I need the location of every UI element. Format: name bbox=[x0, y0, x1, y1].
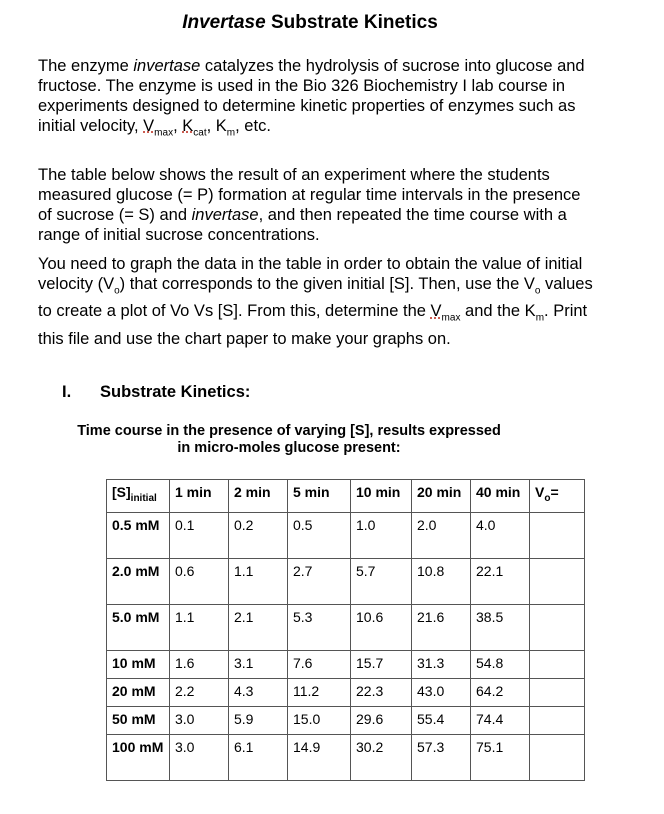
section-number: I. bbox=[62, 383, 72, 401]
row-substrate: 50 mM bbox=[107, 706, 170, 734]
cell-5min: 14.9 bbox=[288, 734, 351, 780]
cell-20min: 31.3 bbox=[412, 650, 471, 678]
table-caption bbox=[64, 423, 514, 457]
caption-line-2: in micro-moles glucose present: bbox=[177, 440, 401, 456]
intro-text-6: , etc. bbox=[235, 117, 271, 135]
cell-2min: 1.1 bbox=[229, 558, 288, 604]
row-substrate: 10 mM bbox=[107, 650, 170, 678]
cell-2min: 5.9 bbox=[229, 706, 288, 734]
cell-5min: 11.2 bbox=[288, 678, 351, 706]
intro-text-5: , K bbox=[206, 117, 227, 135]
intro-enzyme-name: invertase bbox=[133, 57, 201, 75]
para2-text-3: , and then repeated the time course with a range of initial sucrose concentrations. bbox=[38, 206, 567, 244]
cell-1min: 3.0 bbox=[170, 706, 229, 734]
kinetics-table bbox=[106, 479, 585, 781]
cell-5min: 0.5 bbox=[288, 512, 351, 558]
cell-20min: 43.0 bbox=[412, 678, 471, 706]
header-vo: $V_o=$ bbox=[530, 480, 585, 513]
cell-vo-blank[interactable] bbox=[530, 604, 585, 650]
cell-vo-blank[interactable] bbox=[530, 734, 585, 780]
header-10min: 10 min bbox=[351, 480, 412, 513]
cell-2min: 4.3 bbox=[229, 678, 288, 706]
intro-text-1: The enzyme bbox=[38, 57, 134, 75]
table-row bbox=[107, 512, 585, 558]
cell-20min: 57.3 bbox=[412, 734, 471, 780]
section-title: Substrate Kinetics: bbox=[100, 383, 251, 401]
para3-vmax: $V_{max}$ bbox=[430, 302, 461, 324]
cell-5min: 2.7 bbox=[288, 558, 351, 604]
para3-vo-sub-1: o bbox=[114, 285, 120, 297]
table-row bbox=[107, 678, 585, 706]
intro-kcat: $K_{cat}$ bbox=[182, 117, 207, 139]
cell-vo-blank[interactable] bbox=[530, 512, 585, 558]
cell-vo-blank[interactable] bbox=[530, 706, 585, 734]
row-substrate: 5.0 mM bbox=[107, 604, 170, 650]
header-40min: 40 min bbox=[471, 480, 530, 513]
cell-10min: 10.6 bbox=[351, 604, 412, 650]
cell-10min: 15.7 bbox=[351, 650, 412, 678]
cell-vo-blank[interactable] bbox=[530, 678, 585, 706]
cell-40min: 64.2 bbox=[471, 678, 530, 706]
para2-text-1: The table below shows the result of an experiment where the students measured glucose (= P) formation at regular time intervals in the presence of sucrose (= S) and bbox=[38, 166, 581, 224]
para3-vo-sub-2: o bbox=[534, 285, 541, 297]
cell-1min: 1.1 bbox=[170, 604, 229, 650]
table-description-paragraph bbox=[38, 165, 598, 245]
row-substrate: 20 mM bbox=[107, 678, 170, 706]
cell-2min: 6.1 bbox=[229, 734, 288, 780]
cell-40min: 54.8 bbox=[471, 650, 530, 678]
title-italic: Invertase bbox=[182, 12, 266, 33]
cell-vo-blank[interactable] bbox=[530, 650, 585, 678]
caption-line-1: Time course in the presence of varying [S], results expressed bbox=[77, 423, 501, 439]
cell-10min: 29.6 bbox=[351, 706, 412, 734]
cell-2min: 2.1 bbox=[229, 604, 288, 650]
table-header-row bbox=[107, 480, 585, 513]
cell-1min: 0.6 bbox=[170, 558, 229, 604]
cell-20min: 10.8 bbox=[412, 558, 471, 604]
para3-text-1: You need to graph the data in the table in order to obtain the value of initial velocity (V bbox=[38, 255, 583, 293]
intro-text-3: catalyzes the hydrolysis of sucrose into glucose and fructose. The enzyme is used in the Bio 326 Biochemistry I lab course in experiments designed to determine kinetic properties of enzymes such as initial velocity, bbox=[38, 57, 585, 135]
cell-10min: 1.0 bbox=[351, 512, 412, 558]
cell-5min: 7.6 bbox=[288, 650, 351, 678]
cell-40min: 22.1 bbox=[471, 558, 530, 604]
cell-1min: 1.6 bbox=[170, 650, 229, 678]
para3-text-2: ) that corresponds to the given initial [S]. Then, use the V bbox=[119, 275, 535, 293]
cell-vo-blank[interactable] bbox=[530, 558, 585, 604]
cell-20min: 21.6 bbox=[412, 604, 471, 650]
cell-40min: 38.5 bbox=[471, 604, 530, 650]
table-row bbox=[107, 604, 585, 650]
cell-1min: 0.1 bbox=[170, 512, 229, 558]
header-substrate: $[S]_{initial}$ bbox=[107, 480, 170, 513]
header-20min: 20 min bbox=[412, 480, 471, 513]
table-row bbox=[107, 650, 585, 678]
table-row bbox=[107, 706, 585, 734]
para3-text-4: and the K bbox=[460, 302, 536, 321]
cell-10min: 5.7 bbox=[351, 558, 412, 604]
row-substrate: 0.5 mM bbox=[107, 512, 170, 558]
para2-enzyme-name: invertase bbox=[191, 206, 259, 224]
cell-5min: 15.0 bbox=[288, 706, 351, 734]
cell-2min: 3.1 bbox=[229, 650, 288, 678]
cell-5min: 5.3 bbox=[288, 604, 351, 650]
para3-km-sub: m bbox=[535, 312, 545, 324]
intro-text-4: , bbox=[173, 117, 183, 135]
instructions-paragraph bbox=[38, 254, 598, 349]
cell-2min: 0.2 bbox=[229, 512, 288, 558]
header-1min: 1 min bbox=[170, 480, 229, 513]
cell-40min: 75.1 bbox=[471, 734, 530, 780]
document-title bbox=[0, 12, 620, 34]
cell-1min: 3.0 bbox=[170, 734, 229, 780]
para3-text-5: . Print this file and use the chart paper to make your graphs on. bbox=[38, 302, 588, 348]
cell-20min: 55.4 bbox=[412, 706, 471, 734]
cell-10min: 22.3 bbox=[351, 678, 412, 706]
intro-vmax: $V_{max}$ bbox=[143, 117, 174, 139]
cell-10min: 30.2 bbox=[351, 734, 412, 780]
table-row bbox=[107, 558, 585, 604]
row-substrate: 100 mM bbox=[107, 734, 170, 780]
cell-20min: 2.0 bbox=[412, 512, 471, 558]
cell-1min: 2.2 bbox=[170, 678, 229, 706]
section-heading bbox=[62, 383, 250, 402]
table-row bbox=[107, 734, 585, 780]
cell-40min: 4.0 bbox=[471, 512, 530, 558]
cell-40min: 74.4 bbox=[471, 706, 530, 734]
para3-text-3: values to create a plot of Vo Vs [S]. From this, determine the bbox=[38, 275, 593, 321]
header-5min: 5 min bbox=[288, 480, 351, 513]
intro-paragraph bbox=[38, 56, 598, 143]
intro-km-sub: m bbox=[226, 127, 236, 139]
row-substrate: 2.0 mM bbox=[107, 558, 170, 604]
title-rest: Substrate Kinetics bbox=[265, 12, 438, 33]
header-2min: 2 min bbox=[229, 480, 288, 513]
